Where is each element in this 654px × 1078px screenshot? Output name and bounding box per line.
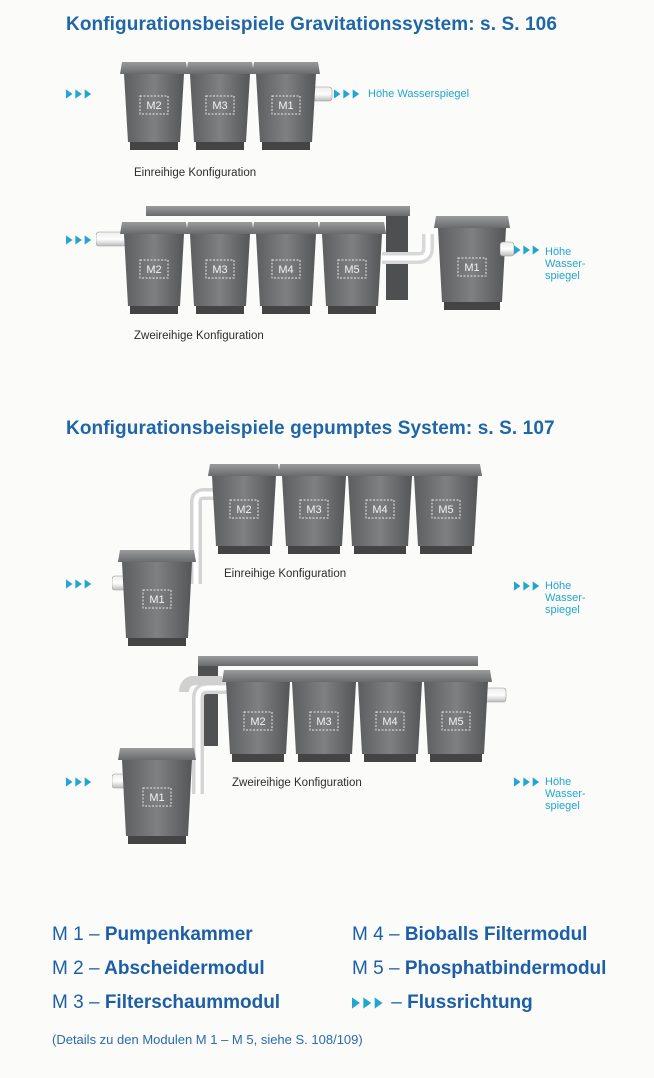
flow-arrows-icon [334,88,362,100]
flow-arrows-icon [66,776,94,788]
legend-item-m2: M 2 – Abscheidermodul [52,958,265,979]
module-label: M1 [149,792,165,804]
config-caption: Einreihige Konfiguration [224,568,347,580]
legend-item-m3: M 3 – Filterschaummodul [52,992,281,1013]
water-level-label: Höhe Wasserspiegel [368,88,470,100]
flow-arrows-icon [66,88,94,100]
module-m4 [354,670,426,771]
flow-arrows-icon [66,578,94,590]
module-label: M3 [306,504,322,516]
module-label: M5 [448,716,464,728]
module-m2 [222,670,294,771]
legend-item-flow: – Flussrichtung [352,992,533,1014]
module-m3 [288,670,360,771]
module-m1 [434,216,510,319]
module-label: M2 [146,264,162,276]
module-label: M3 [212,100,228,112]
module-label: M4 [278,264,294,276]
module-label: M1 [464,262,480,274]
module-m1 [118,550,196,655]
connecting-pipe [382,232,442,268]
module-m3 [278,464,350,563]
module-m4 [252,222,320,323]
module-m3 [186,222,254,323]
module-label: M5 [438,504,454,516]
flow-arrows-icon [514,244,542,256]
water-level-label: Höhe Wasser- spiegel [545,580,586,616]
module-m2 [120,222,188,323]
module-m4 [344,464,416,563]
module-m2 [208,464,280,563]
water-level-label: Höhe Wasser- spiegel [545,246,586,282]
module-m5 [318,222,386,323]
module-label: M2 [236,504,252,516]
config-caption: Zweireihige Konfiguration [232,777,362,789]
module-m5 [410,464,482,563]
module-label: M1 [149,594,165,606]
module-label: M2 [250,716,266,728]
config-caption: Zweireihige Konfiguration [134,330,264,342]
module-m1 [118,748,196,853]
module-label: M4 [372,504,388,516]
config-caption: Einreihige Konfiguration [134,167,257,179]
module-label: M4 [382,716,398,728]
flow-arrows-icon [514,580,542,592]
module-label: M3 [212,264,228,276]
legend-item-m5: M 5 – Phosphatbindermodul [352,958,607,979]
module-m5 [420,670,492,771]
module-label: M2 [146,100,162,112]
water-level-label: Höhe Wasser- spiegel [545,776,586,812]
flow-arrows-icon [352,996,386,1010]
module-m3 [186,62,254,159]
flow-arrows-icon [514,776,542,788]
module-label: M3 [316,716,332,728]
module-label: M1 [278,100,294,112]
legend-item-m4: M 4 – Bioballs Filtermodul [352,924,588,945]
module-label: M5 [344,264,360,276]
module-m1 [252,62,320,159]
section-title-pumped: Konfigurationsbeispiele gepumptes System: s. S. 107 [66,418,555,439]
flow-arrows-icon [66,234,94,246]
legend-item-m1: M 1 – Pumpenkammer [52,924,253,945]
details-note: (Details zu den Modulen M 1 – M 5, siehe S. 108/109) [52,1032,363,1047]
section-title-gravity: Konfigurationsbeispiele Gravitationssystem: s. S. 106 [66,14,558,35]
module-m2 [120,62,188,159]
